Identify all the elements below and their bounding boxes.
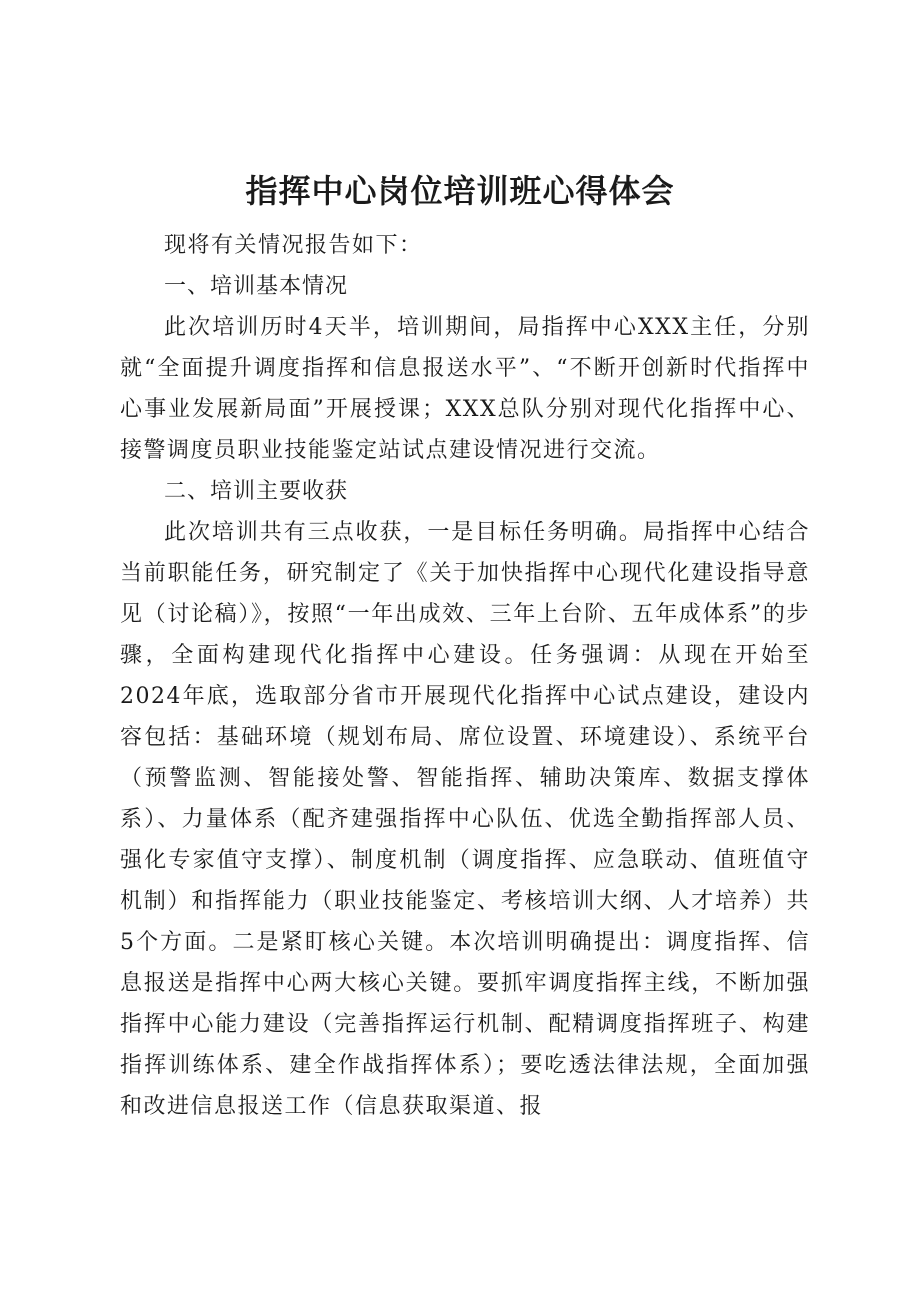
intro-paragraph: 现将有关情况报告如下： — [164, 233, 423, 258]
section-heading-main-gains: 二、培训主要收获 — [164, 479, 349, 504]
section-paragraph-basic-info: 此次培训历时4天半，培训期间，局指挥中心XXX主任，分别就“全面提升调度指挥和信息报送水平”、“不断开创新时代指挥中心事业发展新局面”开展授课；XXX总队分别对现代化指挥中心、接警调度员职业技能鉴定站试点建设情况进行交流。 — [120, 315, 810, 463]
document-title: 指挥中心岗位培训班心得体会 — [245, 172, 675, 210]
section-heading-basic-info: 一、培训基本情况 — [164, 274, 349, 299]
document-body — [120, 225, 810, 1127]
section-paragraph-main-gains: 此次培训共有三点收获，一是目标任务明确。局指挥中心结合当前职能任务，研究制定了《关于加快指挥中心现代化建设指导意见（讨论稿）》，按照“一年出成效、三年上台阶、五年成体系”的步骤，全面构建现代化指挥中心建设。任务强调：从现在开始至2024年底，选取部分省市开展现代化指挥中心试点建设，建设内容包括：基础环境（规划布局、席位设置、环境建设）、系统平台（预警监测、智能接处警、智能指挥、辅助决策库、数据支撑体系）、力量体系（配齐建强指挥中心队伍、优选全勤指挥部人员、强化专家值守支撑）、制度机制（调度指挥、应急联动、值班值守机制）和指挥能力（职业技能鉴定、考核培训大纲、人才培养）共5个方面。二是紧盯核心关键。本次培训明确提出：调度指挥、信息报送是指挥中心两大核心关键。要抓牢调度指挥主线，不断加强指挥中心能力建设（完善指挥运行机制、配精调度指挥班子、构建指挥训练体系、建全作战指挥体系）；要吃透法律法规，全面加强和改进信息报送工作（信息获取渠道、报 — [120, 520, 810, 1119]
